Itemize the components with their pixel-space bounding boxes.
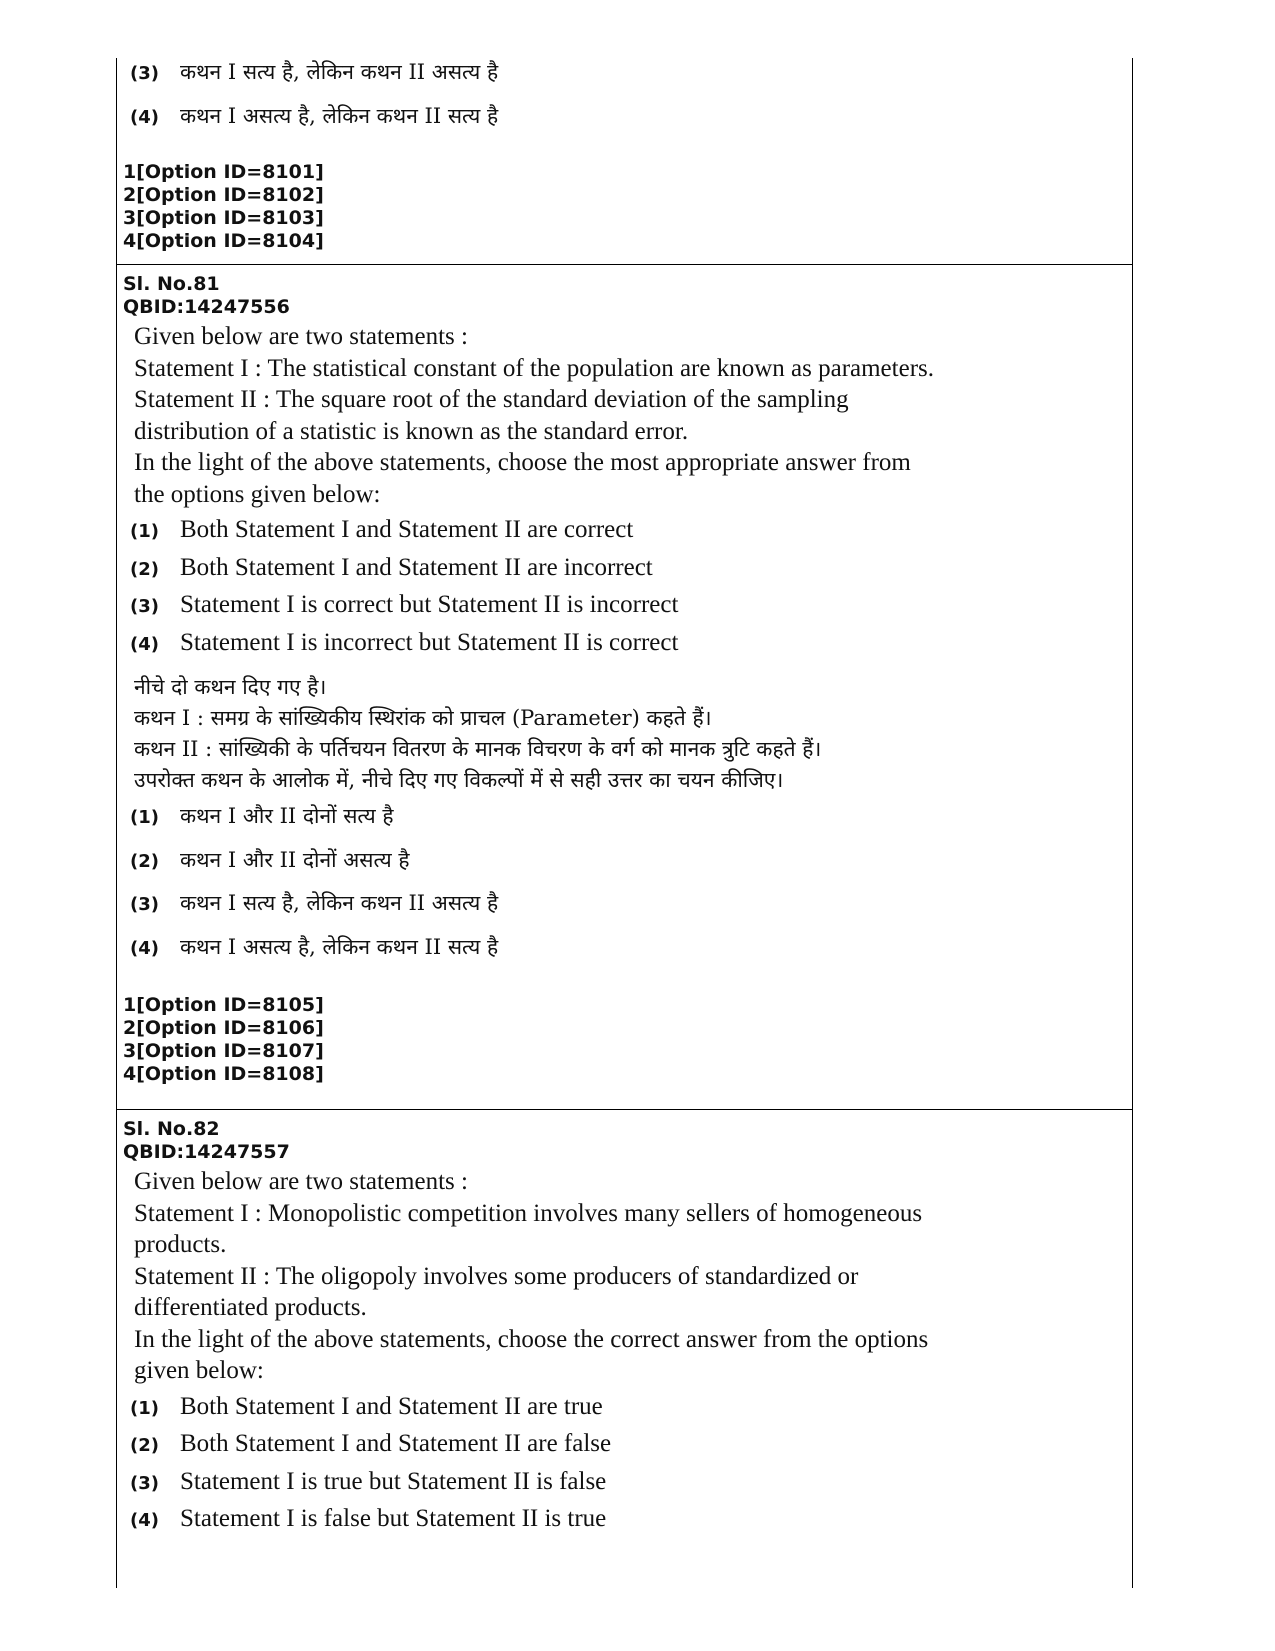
question-paper-frame — [116, 58, 1133, 1588]
option-number: (1) — [130, 1397, 159, 1419]
options-english — [123, 1393, 1132, 1543]
option-id: 2[Option ID=8102] — [123, 184, 324, 206]
option-id: 2[Option ID=8106] — [123, 1017, 324, 1039]
option-number: (4) — [130, 1510, 159, 1531]
option-hi-4 — [130, 102, 1132, 146]
question-line: distribution of a statistic is known as the standard error. — [134, 417, 689, 445]
question-line: Given below are two statements : — [134, 323, 468, 350]
option-hi-1 — [130, 802, 1132, 846]
question-line: Statement I : The statistical constant of the population are known as parameters. — [134, 354, 934, 382]
option-number: (1) — [130, 521, 159, 542]
option-hi-3 — [130, 889, 1132, 933]
option-id: 3[Option ID=8103] — [123, 207, 324, 229]
options-hindi — [123, 802, 1132, 976]
option-en-1 — [130, 516, 1132, 554]
option-number: (3) — [130, 63, 159, 84]
question-line: कथन I : समग्र के सांख्यिकीय स्थिरांक को प्राचल (Parameter) कहते हैं। — [134, 706, 712, 730]
serial-number: Sl. No.81 — [123, 273, 220, 295]
option-en-2 — [130, 1430, 1132, 1468]
options-hindi — [123, 58, 1132, 145]
question-line: In the light of the above statements, choose the most appropriate answer from — [134, 449, 911, 476]
serial-number: Sl. No.82 — [123, 1118, 220, 1140]
option-number: (2) — [130, 558, 159, 580]
option-text: Both Statement I and Statement II are true — [180, 1392, 603, 1420]
option-id: 1[Option ID=8105] — [123, 994, 324, 1016]
question-line: Statement II : The square root of the standard deviation of the sampling — [134, 386, 849, 413]
question-line: products. — [134, 1231, 227, 1258]
question-81 — [117, 265, 1132, 1110]
option-text: Both Statement I and Statement II are incorrect — [180, 553, 653, 581]
question-line: differentiated products. — [134, 1294, 367, 1321]
option-text: Statement I is incorrect but Statement II is correct — [180, 628, 679, 656]
option-id: 4[Option ID=8108] — [123, 1063, 324, 1085]
option-number: (3) — [130, 1472, 159, 1494]
option-text: कथन I और II दोनों असत्य है — [180, 847, 410, 872]
option-en-3 — [130, 1468, 1132, 1506]
question-line: the options given below: — [134, 480, 381, 508]
option-id-list — [123, 994, 1132, 1086]
option-number: (4) — [130, 937, 159, 959]
option-text: Both Statement I and Statement II are false — [180, 1430, 612, 1457]
question-line: उपरोक्त कथन के आलोक में, नीचे दिए गए विकल्पों में से सही उत्तर का चयन कीजिए। — [134, 768, 784, 792]
question-line: Statement II : The oligopoly involves some producers of standardized or — [134, 1262, 859, 1290]
question-line: given below: — [134, 1357, 264, 1384]
option-en-3 — [130, 591, 1132, 629]
option-number: (3) — [130, 596, 159, 617]
question-text-hindi — [123, 672, 1132, 796]
options-english — [123, 516, 1132, 666]
question-line: Given below are two statements : — [134, 1168, 468, 1195]
option-text: कथन I सत्य है, लेकिन कथन II असत्य है — [180, 891, 499, 915]
option-text: Statement I is correct but Statement II is incorrect — [180, 591, 679, 618]
option-hi-4 — [130, 933, 1132, 977]
option-id-list — [123, 161, 1132, 253]
option-en-2 — [130, 554, 1132, 592]
option-hi-3 — [130, 58, 1132, 102]
option-text: Statement I is false but Statement II is true — [180, 1505, 607, 1532]
option-number: (1) — [130, 807, 159, 828]
qbid: QBID:14247556 — [123, 296, 290, 318]
option-number: (4) — [130, 633, 159, 655]
question-line: In the light of the above statements, choose the correct answer from the options — [134, 1325, 929, 1353]
option-text: कथन I और II दोनों सत्य है — [180, 804, 394, 828]
question-80-tail — [117, 58, 1132, 265]
option-id: 3[Option ID=8107] — [123, 1040, 324, 1062]
option-text: Statement I is true but Statement II is false — [180, 1467, 607, 1495]
question-line: Statement I : Monopolistic competition involves many sellers of homogeneous — [134, 1199, 923, 1227]
question-line: नीचे दो कथन दिए गए है। — [134, 675, 327, 699]
option-number: (4) — [130, 106, 159, 128]
option-id: 4[Option ID=8104] — [123, 230, 324, 252]
option-en-1 — [130, 1393, 1132, 1431]
option-id: 1[Option ID=8101] — [123, 161, 324, 183]
option-text: कथन I असत्य है, लेकिन कथन II सत्य है — [180, 103, 499, 128]
option-number: (2) — [130, 850, 159, 872]
qbid: QBID:14247557 — [123, 1141, 290, 1163]
question-line: कथन II : सांख्यिकी के पर्तिचयन वितरण के मानक विचरण के वर्ग को मानक त्रुटि कहते हैं। — [134, 737, 822, 761]
option-text: कथन I सत्य है, लेकिन कथन II असत्य है — [180, 60, 499, 84]
option-text: Both Statement I and Statement II are correct — [180, 516, 634, 543]
option-text: कथन I असत्य है, लेकिन कथन II सत्य है — [180, 934, 499, 959]
question-text-english — [123, 321, 1132, 510]
option-number: (3) — [130, 894, 159, 915]
question-82 — [117, 1110, 1132, 1543]
option-en-4 — [130, 629, 1132, 667]
option-hi-2 — [130, 846, 1132, 890]
option-en-4 — [130, 1505, 1132, 1543]
option-number: (2) — [130, 1435, 159, 1456]
question-text-english — [123, 1166, 1132, 1387]
